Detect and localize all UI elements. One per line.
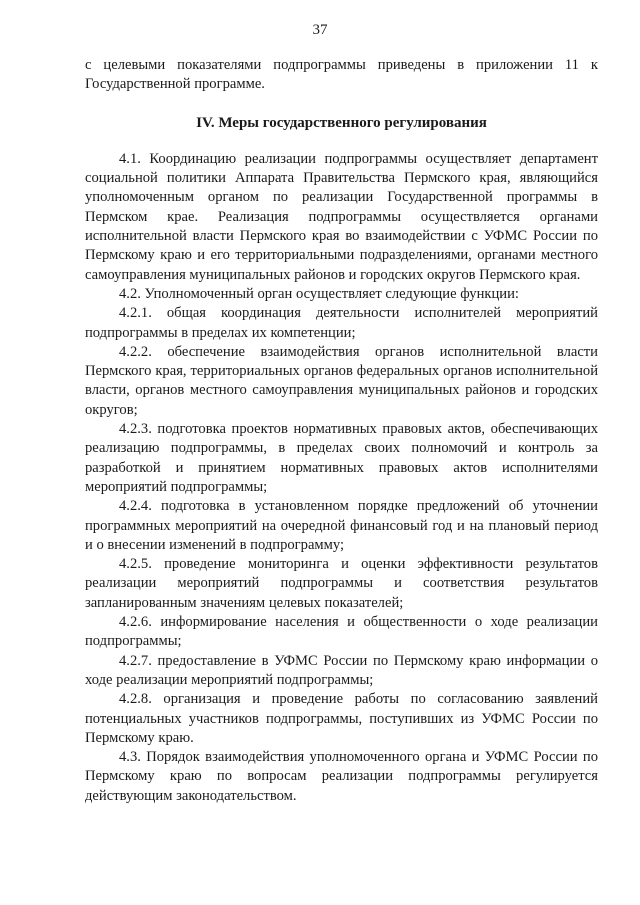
page-number: 37 <box>312 22 328 38</box>
paragraph-4-2-2: 4.2.2. обеспечение взаимодействия органов исполнительной власти Пермского края, территориальных органов федеральных органов исполнительной власти, органов местного самоуправления муниципальных районов и городских округов; <box>85 343 598 418</box>
paragraph-4-2-7: 4.2.7. предоставление в УФМС России по Пермскому краю информации о ходе реализации мероприятий подпрограммы; <box>85 652 598 688</box>
paragraph-4-2-3: 4.2.3. подготовка проектов нормативных правовых актов, обеспечивающих реализацию подпрограммы, в пределах своих полномочий и контроль за разработкой и принятием нормативных правовых актов исполнителями мероприятий подпрограммы; <box>85 421 598 495</box>
paragraph-4-2-1: 4.2.1. общая координация деятельности исполнителей мероприятий подпрограммы в пределах их компетенции; <box>85 305 598 341</box>
paragraph-4-2-5: 4.2.5. проведение мониторинга и оценки эффективности результатов реализации мероприятий подпрограммы и соответствия результатов запланированным значениям целевых показателей; <box>85 556 598 611</box>
paragraph-4-2-4: 4.2.4. подготовка в установленном порядке предложений об уточнении программных мероприятий на очередной финансовый год и на плановый период и о внесении изменений в подпрограмму; <box>85 498 598 553</box>
paragraph-4-3: 4.3. Порядок взаимодействия уполномоченного органа и УФМС России по Пермскому краю по вопросам реализации подпрограммы регулируется действующим законодательством. <box>85 749 598 804</box>
section-heading: IV. Меры государственного регулирования <box>196 114 487 131</box>
paragraph-4-2-6: 4.2.6. информирование населения и общественности о ходе реализации подпрограммы; <box>85 614 598 650</box>
intro-paragraph: с целевыми показателями подпрограммы приведены в приложении 11 к Государственной программе. <box>85 57 598 93</box>
document-body <box>85 56 598 806</box>
paragraph-4-2-8: 4.2.8. организация и проведение работы по согласованию заявлений потенциальных участников подпрограммы, поступивших из УФМС России по Пермскому краю. <box>85 691 598 746</box>
paragraph-4-2: 4.2. Уполномоченный орган осуществляет следующие функции: <box>119 285 519 302</box>
paragraph-4-1: 4.1. Координацию реализации подпрограммы осуществляет департамент социальной политики Аппарата Правительства Пермского края, являющийся уполномоченным органом по реализации Государственной программы в Пермском крае. Реализация подпрограммы осуществляется органами исполнительной власти Пермского края во взаимодействии с УФМС России по Пермскому краю и его территориальными подразделениями, органами местного самоуправления муниципальных районов и городских округов Пермского края. <box>85 150 598 283</box>
